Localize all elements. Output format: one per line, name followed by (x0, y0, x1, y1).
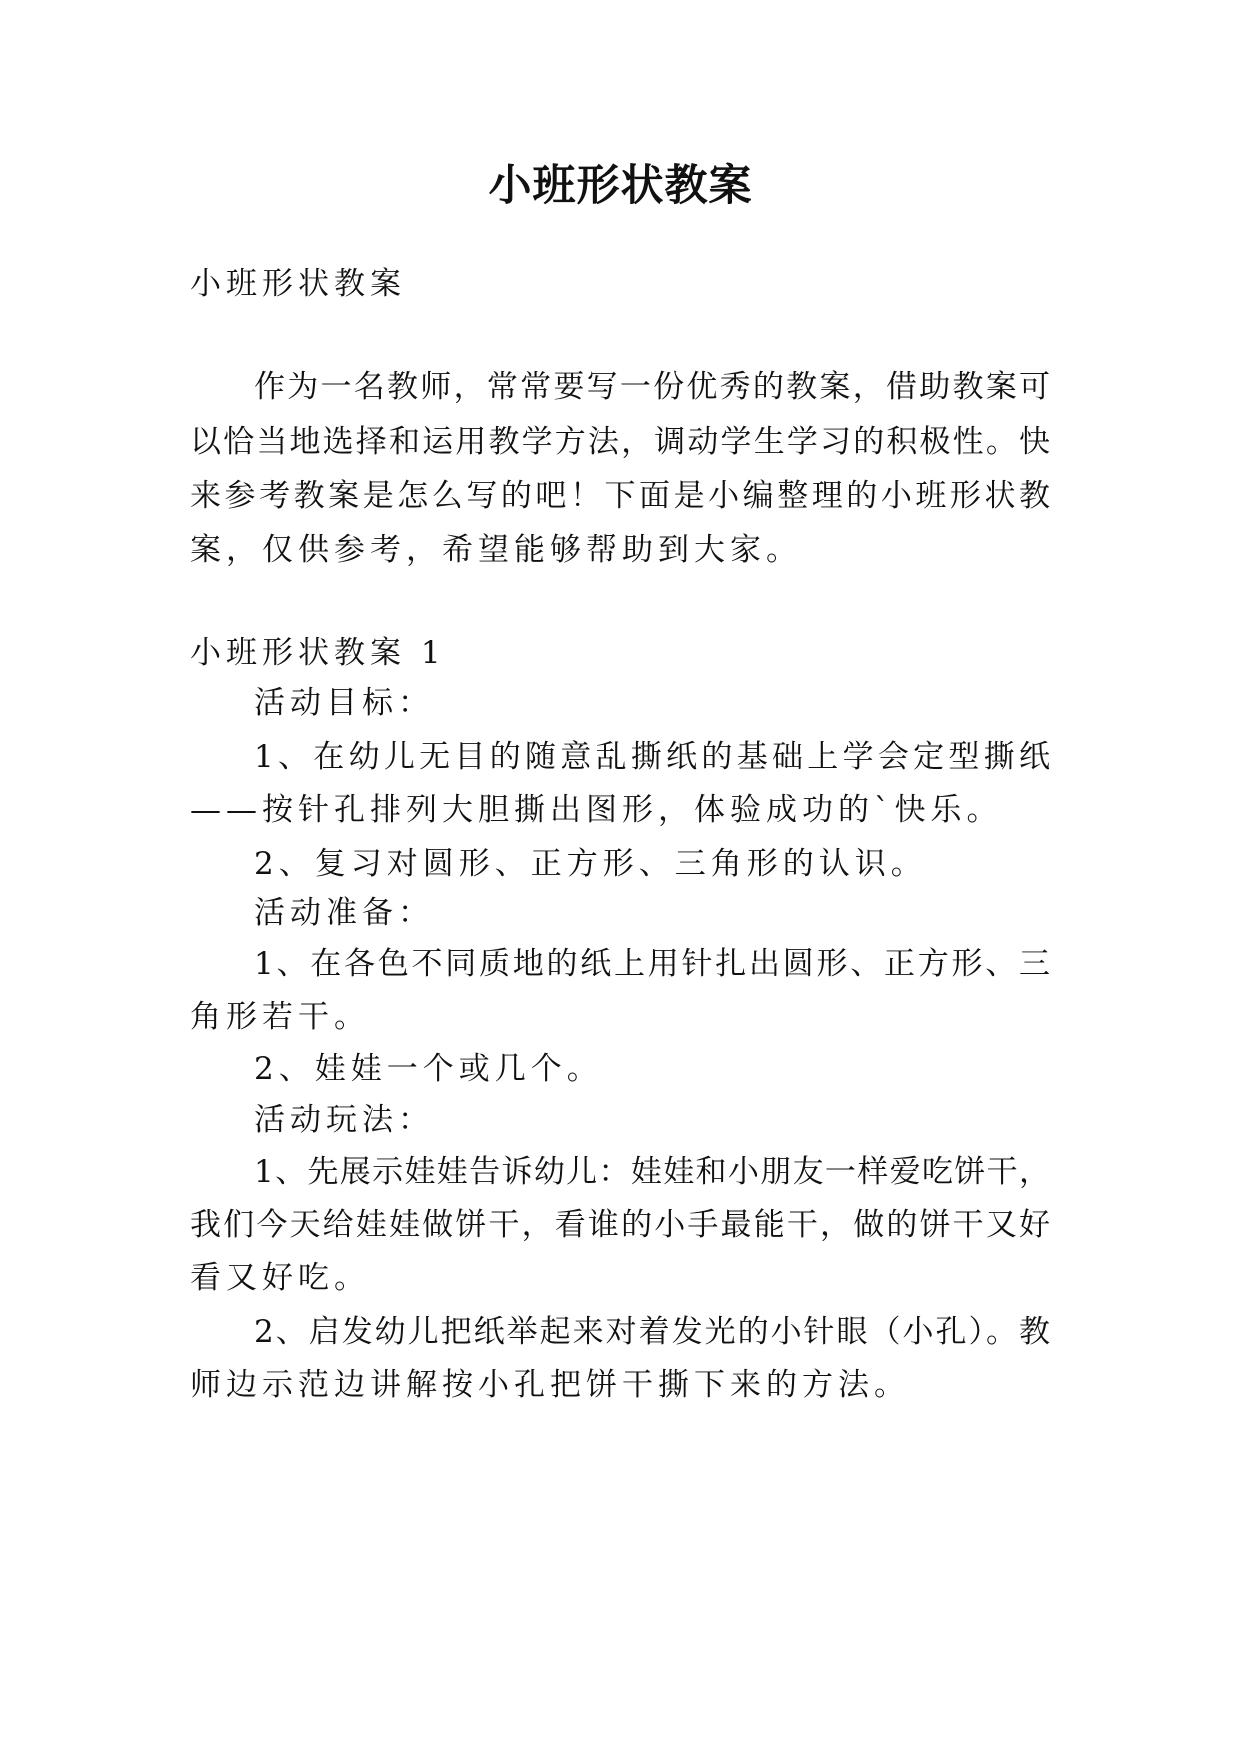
body-line-8: 2、娃娃一个或几个。 (254, 1051, 603, 1087)
body-line-7: 角形若干。 (190, 999, 370, 1035)
body-line-6: 1、在各色不同质地的纸上用针扎出圆形、正方形、三 (254, 946, 1050, 982)
body-line-4: 2、复习对圆形、正方形、三角形的认识。 (254, 846, 927, 882)
body-line-1: 活动目标： (254, 685, 434, 721)
document-subtitle: 小班形状教案 (190, 266, 406, 302)
body-line-11: 我们今天给娃娃做饼干，看谁的小手最能干，做的饼干又好 (190, 1207, 1050, 1243)
body-line-3: ——按针孔排列大胆撕出图形，体验成功的`快乐。 (190, 792, 1003, 828)
body-line-5: 活动准备： (254, 895, 434, 931)
body-line-12: 看又好吃。 (190, 1260, 370, 1296)
body-line-13: 2、启发幼儿把纸举起来对着发光的小针眼（小孔）。教 (254, 1314, 1050, 1350)
intro-line-4: 案，仅供参考，希望能够帮助到大家。 (190, 532, 802, 568)
body-line-10: 1、先展示娃娃告诉幼儿：娃娃和小朋友一样爱吃饼干， (254, 1154, 1050, 1190)
section-heading: 小班形状教案 1 (190, 635, 446, 671)
intro-line-3: 来参考教案是怎么写的吧！下面是小编整理的小班形状教 (190, 478, 1050, 514)
body-line-9: 活动玩法： (254, 1102, 434, 1138)
intro-line-2: 以恰当地选择和运用教学方法，调动学生学习的积极性。快 (190, 424, 1050, 460)
intro-line-1: 作为一名教师，常常要写一份优秀的教案，借助教案可 (254, 369, 1050, 405)
document-title: 小班形状教案 (488, 161, 753, 211)
body-line-14: 师边示范边讲解按小孔把饼干撕下来的方法。 (190, 1367, 910, 1403)
body-line-2: 1、在幼儿无目的随意乱撕纸的基础上学会定型撕纸 (254, 739, 1050, 775)
